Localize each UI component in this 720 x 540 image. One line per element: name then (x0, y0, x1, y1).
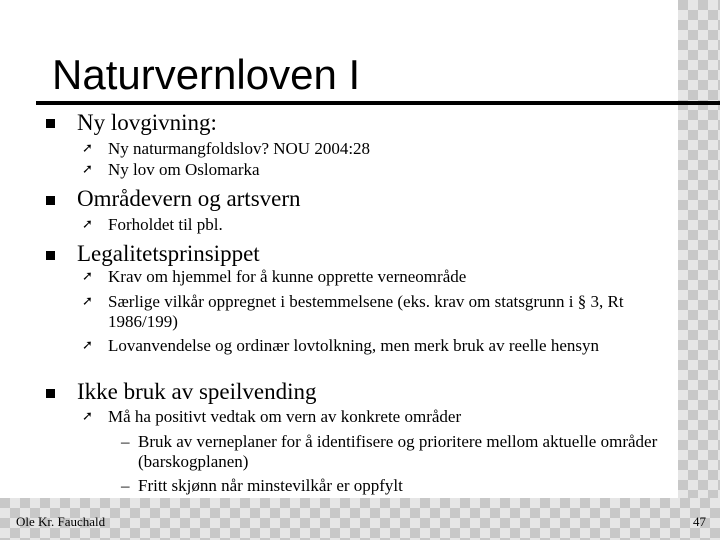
sub-bullet-text: Lovanvendelse og ordinær lovtolkning, men merk bruk av reelle hensyn (108, 336, 599, 355)
subsub-bullet-text: Bruk av verneplaner for å identifisere og prioritere mellom aktuelle områder (barskogplanen) (138, 432, 658, 471)
sub-bullet-text: Særlige vilkår oppregnet i bestemmelsene (eks. krav om statsgrunn i § 3, Rt 1986/199) (108, 292, 624, 331)
dash-bullet: – (121, 476, 130, 495)
sub-bullet-text: Ny naturmangfoldslov? NOU 2004:28 (108, 139, 371, 158)
arrow-bullet-icon: ➚ (82, 338, 93, 353)
arrow-bullet-icon: ➚ (82, 269, 93, 284)
arrow-bullet-icon: ➚ (82, 217, 93, 232)
square-bullet-icon (46, 119, 55, 128)
square-bullet-icon (46, 251, 55, 260)
arrow-bullet-icon: ➚ (82, 294, 93, 309)
bullet-text: Områdevern og artsvern (77, 186, 301, 211)
footer-author: Ole Kr. Fauchald (16, 514, 106, 529)
square-bullet-icon (46, 196, 55, 205)
sub-bullet-text: Krav om hjemmel for å kunne opprette verneområde (108, 267, 467, 286)
dash-bullet: – (121, 432, 130, 451)
checker-border-right (678, 0, 720, 498)
arrow-bullet-icon: ➚ (82, 162, 93, 177)
bullet-text: Ikke bruk av speilvending (77, 379, 317, 404)
bullet-text: Legalitetsprinsippet (77, 241, 260, 266)
arrow-bullet-icon: ➚ (82, 141, 93, 156)
arrow-bullet-icon: ➚ (82, 409, 93, 424)
square-bullet-icon (46, 389, 55, 398)
sub-bullet-text: Må ha positivt vedtak om vern av konkrete områder (108, 407, 462, 426)
page-number: 47 (693, 514, 706, 529)
sub-bullet-text: Forholdet til pbl. (108, 215, 223, 234)
slide-title: Naturvernloven I (52, 51, 361, 98)
title-rule (36, 101, 720, 105)
bullet-text: Ny lovgivning: (77, 110, 217, 135)
checker-border-bottom (0, 498, 720, 540)
sub-bullet-text: Ny lov om Oslomarka (108, 160, 260, 179)
subsub-bullet-text: Fritt skjønn når minstevilkår er oppfylt (138, 476, 403, 495)
